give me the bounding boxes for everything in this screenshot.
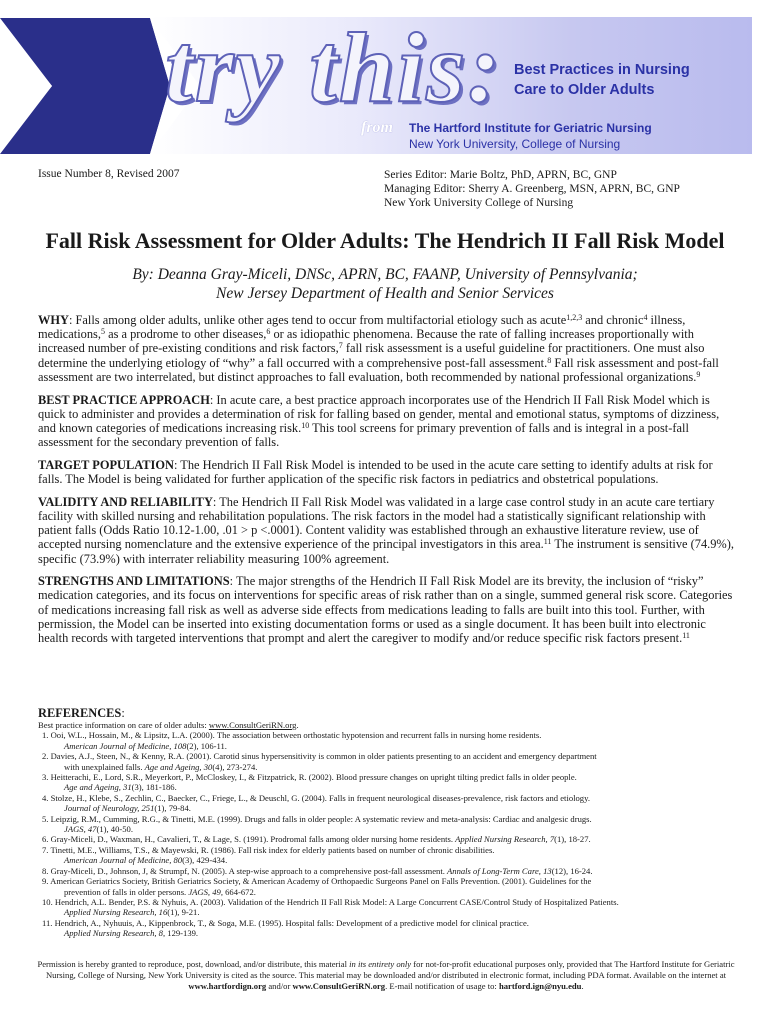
- reference-item: 3. Heitterachi, E., Lord, S.R., Meyerkort, P., McCloskey, I., & Fitzpatrick, R. (2002). Blood pressure changes on upright tilting predict falls in older people. Age and Ageing, 31(3), 181-186.: [42, 772, 577, 793]
- university-name: New York University, College of Nursing: [409, 137, 621, 151]
- section-strengths: STRENGTHS AND LIMITATIONS: The major strengths of the Hendrich II Fall Risk Model are its brevity, the inclusion of “risky” medication categories, and its focus on interventions for specific areas of risk rather than on a single, summed general risk score. Categories of medications increasing fall risk as well as adverse side effects from medications leading to falls are built into this tool. Further, with permission, the Model can be inserted into existing documentation forms or used as a single document. It has been built into electronic health records with targeted interventions that prompt and alert the caregiver to modify and/or reduce specific risk factors present.$^{11}$: [38, 574, 733, 646]
- reference-item: 4. Stolze, H., Klebe, S., Zechlin, C., Baecker, C., Friege, L., & Deuschl, G. (2004). Falls in frequent neurological diseases-prevalence, risk factors and etiology. Journal of Neurology, 251(1), 79-84.: [42, 792, 590, 814]
- reference-item: 10. Hendrich, A.L. Bender, P.S. & Nyhuis, A. (2003). Validation of the Hendrich II Fall Risk Model: A Large Concurrent CASE/Control Study of Hospitalized Patients. Applied Nursing Research, 16(1), 9-21.: [42, 896, 619, 918]
- byline-line-2: New Jersey Department of Health and Senior Services: [216, 285, 554, 302]
- references: [38, 706, 738, 939]
- citation: 7: [338, 341, 343, 351]
- reference-item: 11. Hendrich, A., Nyhuuis, A., Kippenbrock, T., & Soga, M.E. (1995). Hospital falls: Development of a predictive model for clinical practice. Applied Nursing Research, 8, 129-139.: [42, 917, 529, 939]
- permission-notice: Permission is hereby granted to reproduce, post, download, and/or distribute, this material in its entirety only for not-for-profit educational purposes only, provided that The Hartford Institute for Geriatric Nursing, College of Nursing, New York University is cited as the source. This material may be downloaded and/or distributed in electronic format, including PDA format. Available on the internet at www.hartfordign.org and/or www.ConsultGeriRN.org. E-mail notification of usage to: hartford.ign@nyu.edu.: [37, 959, 735, 991]
- hartfordign-link[interactable]: www.hartfordign.org: [188, 981, 267, 991]
- section-heading: BEST PRACTICE APPROACH: [38, 392, 210, 407]
- reference-item: 5. Leipzig, R.M., Cumming, R.G., & Tinetti, M.E. (1999). Drugs and falls in older people: A systematic review and meta-analysis: Cardiac and analgesic drugs. JAGS, 47(1), 40-50.: [42, 813, 592, 835]
- tagline-line-2: Care to Older Adults: [514, 82, 655, 98]
- brand-title: try this:: [165, 12, 503, 123]
- citation: 8: [547, 355, 552, 365]
- citation: 9: [696, 369, 701, 379]
- issue-number: Issue Number 8, Revised 2007: [38, 168, 180, 180]
- citation: 4: [643, 313, 648, 322]
- citation: 11: [543, 537, 552, 547]
- section-heading: WHY: [38, 313, 69, 327]
- consultgerirn-link[interactable]: www.ConsultGeriRN.org: [292, 981, 386, 991]
- reference-item: 1. Ooi, W.L., Hossain, M., & Lipsitz, L.A. (2000). The association between orthostatic hypotension and recurrent falls in nursing home residents. American Journal of Medicine, 108(2), 106-11.: [42, 730, 542, 751]
- reference-item: 9. American Geriatrics Society, British Geriatrics Society, & American Academy of Orthopaedic Surgeons Panel on Falls Prevention. (2001). Guidelines for the prevention of falls in older persons. JAGS, 49, 664-672.: [42, 876, 592, 897]
- consultgerirn-link[interactable]: www.ConsultGeriRN.org: [208, 720, 297, 730]
- college-name: New York University College of Nursing: [384, 197, 574, 209]
- citation: 1,2,3: [566, 313, 583, 322]
- managing-editor: Managing Editor: Sherry A. Greenberg, MSN, APRN, BC, GNP: [384, 183, 680, 195]
- byline-line-1: By: Deanna Gray-Miceli, DNSc, APRN, BC, FAANP, University of Pennsylvania;: [132, 266, 638, 283]
- section-heading: TARGET POPULATION: [38, 457, 174, 472]
- references-heading: REFERENCES:: [38, 706, 125, 720]
- section-heading: STRENGTHS AND LIMITATIONS: [38, 574, 230, 589]
- references-intro: Best practice information on care of older adults: www.ConsultGeriRN.org.: [38, 720, 299, 730]
- section-validity: VALIDITY AND RELIABILITY: The Hendrich II Fall Risk Model was validated in a large case control study in an acute care tertiary facility with skilled nursing and rehabilitation populations. The risk factors in the model had a statistically significant relationship with patient falls (Odds Ratio 10.12-1.00, .01 > p <.0001). Content validity was established through an exhaustive literature review, use of accepted nursing nomenclature and the extensive experience of the principal investigators in this area.$^{11}$ The instrument is sensitive (74.9%), specific (73.9%) with interrater reliability measuring 100% agreement.: [38, 494, 734, 566]
- section-why: WHY: Falls among older adults, unlike other ages tend to occur from multifactorial etiology such as acute$^{1,2,3}$ and chronic$^4$ illness, medications,$^5$ as a prodrome to other diseases,$^6$ or as idiopathic phenomena. Because the rate of falling increases proportionally with increased number of pre-existing conditions and risk factors,$^7$ fall risk assessment is a useful guideline for practitioners. One must also determine the underlying etiology of “why” a fall occurred with a comprehensive post-fall assessment.$^8$ Fall risk assessment and post-fall assessment are two interrelated, but distinct approaches to fall evaluation, both recommended by national professional organizations.$^9$: [38, 313, 719, 384]
- email-link[interactable]: hartford.ign@nyu.edu: [498, 981, 582, 991]
- reference-item: 6. Gray-Miceli, D., Waxman, H., Cavalieri, T., & Lage, S. (1991). Prodromal falls among older nursing home residents. Applied Nursing Research, 7(1), 18-27.: [42, 834, 591, 845]
- citation: 10: [301, 420, 310, 430]
- series-editor: Series Editor: Marie Boltz, PhD, APRN, BC, GNP: [384, 169, 617, 181]
- section-best-practice: BEST PRACTICE APPROACH: In acute care, a best practice approach incorporates use of the Hendrich II Fall Risk Model which is quick to administer and provides a determination of risk for falling based on gender, mental and emotional status, symptoms of dizziness, and known categories of medications increasing risk.$^{10}$ This tool screens for primary prevention of falls and is integral in a post-fall assessment for the secondary prevention of falls.: [38, 392, 720, 450]
- byline: [0, 265, 770, 303]
- citation: 11: [682, 631, 690, 641]
- editors-block: [384, 168, 680, 210]
- reference-item: 8. Gray-Miceli, D., Johnson, J, & Strumpf, N. (2005). A step-wise approach to a comprehensive post-fall assessment. Annals of Long-Term Care, 13(12), 16-24.: [42, 865, 593, 876]
- article-body: [38, 313, 734, 654]
- tagline-line-1: Best Practices in Nursing: [514, 62, 690, 78]
- header-banner: [0, 0, 770, 160]
- tagline: [514, 60, 690, 100]
- reference-list: [38, 730, 738, 938]
- citation: 5: [100, 327, 105, 337]
- from-label: from: [361, 119, 393, 136]
- section-target-population: TARGET POPULATION: The Hendrich II Fall Risk Model is intended to be used in the acute care setting to identify adults at risk for falls. The Model is being validated for further application of the specific risk factors in pediatrics and obstetrical populations.: [38, 457, 713, 487]
- citation: 6: [266, 327, 271, 337]
- reference-item: 2. Davies, A.J., Steen, N., & Kenny, R.A. (2001). Carotid sinus hypersensitivity is common in older patients presenting to an accident and emergency department with unexplained falls. Age and Ageing, 30(4), 273-274.: [42, 751, 597, 772]
- page-title: Fall Risk Assessment for Older Adults: The Hendrich II Fall Risk Model: [45, 228, 725, 253]
- institute-name: The Hartford Institute for Geriatric Nursing: [409, 121, 652, 135]
- reference-item: 7. Tinetti, M.E., Williams, T.S., & Mayewski, R. (1986). Fall risk index for elderly patients based on number of chronic disabilities. American Journal of Medicine, 80(3), 429-434.: [42, 844, 495, 866]
- institute-block: [409, 120, 652, 152]
- section-heading: VALIDITY AND RELIABILITY: [38, 494, 213, 509]
